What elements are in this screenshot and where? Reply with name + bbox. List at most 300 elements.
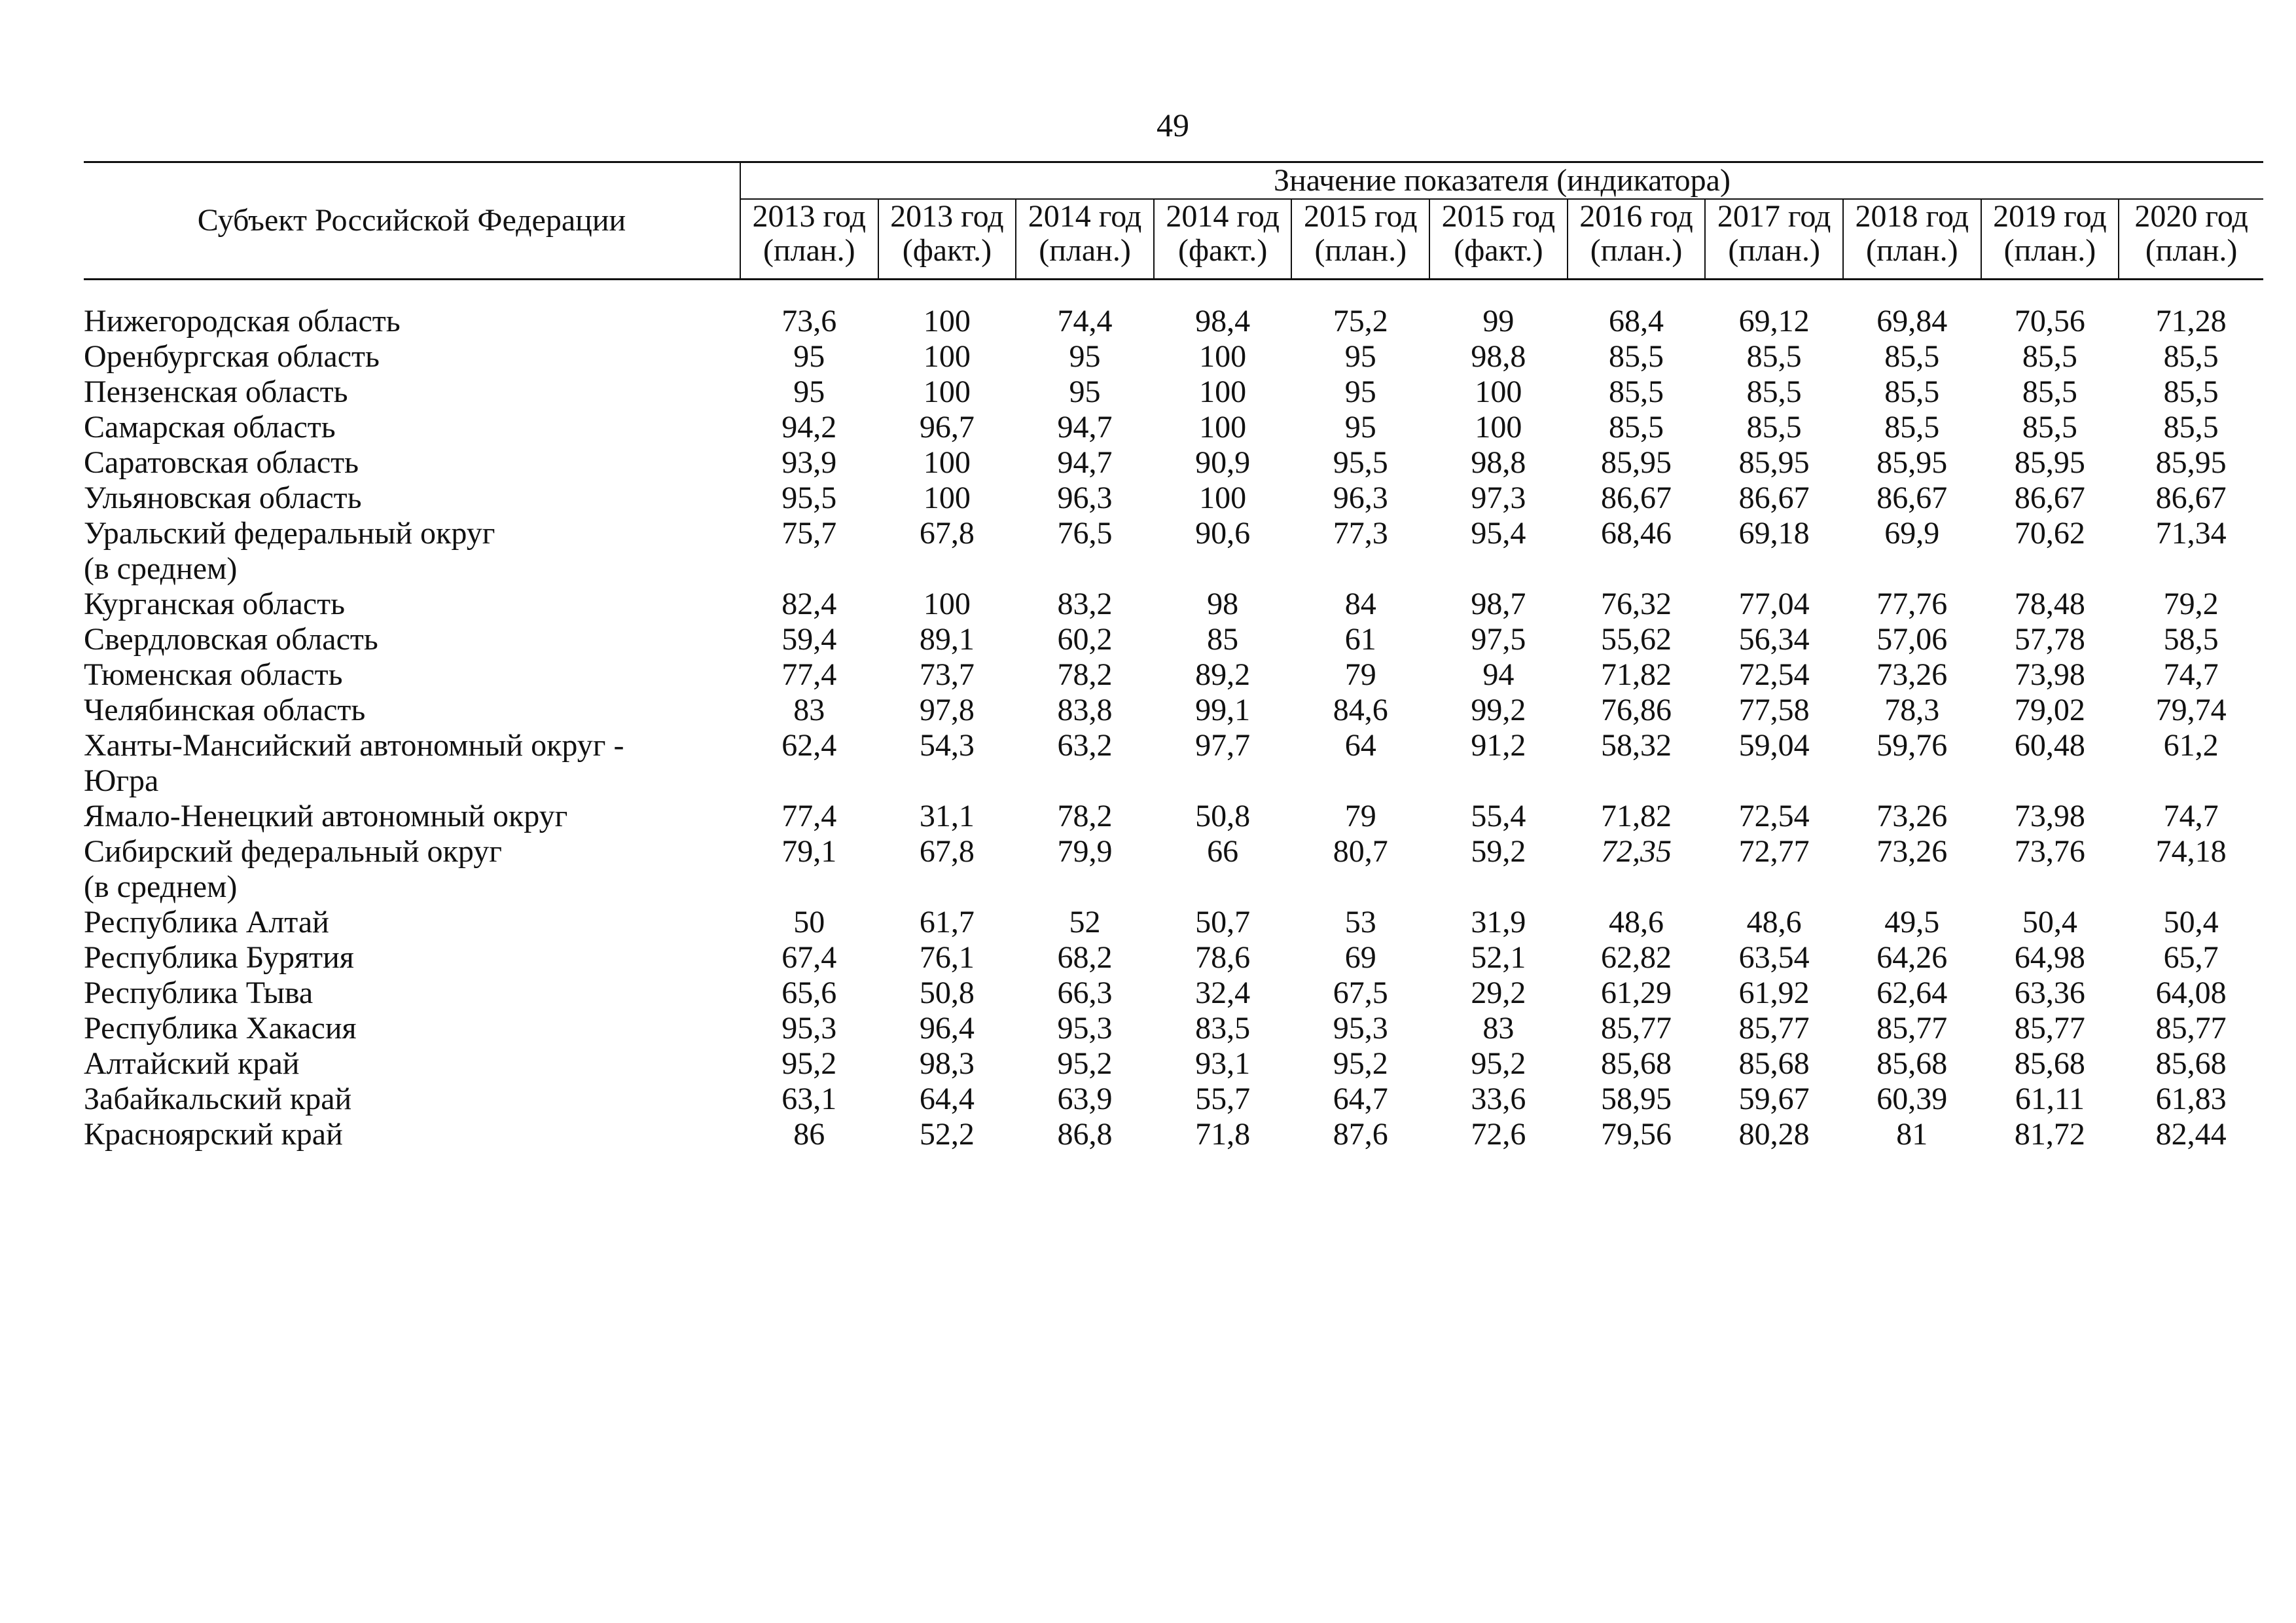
value-cell: 95,3 (781, 1011, 837, 1046)
value-cell: 100 (923, 374, 971, 409)
value-cell: 78,2 (1057, 657, 1113, 692)
page-number: 49 (1157, 107, 1189, 143)
value-cell: 61,11 (2015, 1082, 2085, 1116)
subject-name: Оренбургская область (84, 339, 380, 374)
value-cell: 85,5 (1746, 339, 1802, 374)
value-cell: 81,72 (2014, 1117, 2085, 1152)
value-cell: 85,95 (2155, 445, 2227, 480)
subject-name-cell (84, 374, 740, 410)
value-cell: 79,02 (2014, 693, 2085, 727)
value-cell: 81 (1896, 1117, 1928, 1152)
year-label: 2013 год (752, 199, 867, 234)
value-cell: 71,8 (1195, 1117, 1251, 1152)
value-cell: 96,3 (1057, 481, 1113, 515)
year-column-header (1016, 199, 1154, 280)
value-cell: 85,5 (2163, 339, 2219, 374)
subject-name-continued: (в среднем) (84, 869, 238, 904)
value-cell: 85,68 (1601, 1046, 1672, 1081)
subject-name: Ханты-Мансийский автономный округ - (84, 728, 624, 763)
value-cell: 52,1 (1471, 940, 1526, 975)
value-cell: 83 (1482, 1011, 1515, 1046)
value-cell: 64,26 (1876, 940, 1948, 975)
value-cell: 74,4 (1057, 304, 1113, 338)
value-cell: 62,64 (1876, 976, 1948, 1010)
value-cell: 85,5 (1609, 410, 1664, 445)
subject-name: Ульяновская область (84, 481, 362, 515)
value-cell: 85,5 (2022, 374, 2077, 409)
table-header (84, 162, 2263, 280)
subject-name: Курганская область (84, 587, 346, 621)
value-cell: 85,5 (2022, 339, 2077, 374)
value-cell: 58,95 (1601, 1082, 1672, 1116)
value-cell: 98 (1207, 587, 1239, 621)
value-cell: 69 (1344, 940, 1376, 975)
value-cell: 68,2 (1057, 940, 1113, 975)
year-kind-label: (план.) (1590, 233, 1683, 268)
value-cell: 94,2 (781, 410, 837, 445)
value-cell: 97,5 (1471, 622, 1526, 657)
value-cell: 71,82 (1601, 657, 1672, 692)
value-cell: 95 (1069, 374, 1101, 409)
value-cell: 83 (793, 693, 825, 727)
value-cell: 87,6 (1333, 1117, 1388, 1152)
value-cell: 95,2 (1333, 1046, 1388, 1081)
value-cell: 82,4 (781, 587, 837, 621)
year-column-header (1568, 199, 1706, 280)
value-cell: 98,8 (1471, 339, 1526, 374)
value-cell: 95 (793, 374, 825, 409)
subject-name: Тюменская область (84, 657, 343, 692)
value-cell: 64,4 (919, 1082, 975, 1116)
value-cell: 50,4 (2022, 905, 2077, 939)
table-row (84, 693, 2263, 728)
value-cell: 73,26 (1876, 834, 1948, 869)
value-cell: 59,76 (1876, 728, 1948, 763)
year-label: 2015 год (1304, 199, 1418, 234)
value-cell: 98,3 (919, 1046, 975, 1081)
value-cell: 85,5 (1609, 374, 1664, 409)
year-kind-label: (план.) (1728, 233, 1820, 268)
year-label: 2018 год (1855, 199, 1969, 234)
value-cell: 98,4 (1195, 304, 1251, 338)
value-cell: 85,77 (1876, 1011, 1948, 1046)
value-cell: 96,4 (919, 1011, 975, 1046)
value-cell: 85,5 (2022, 410, 2077, 445)
table-row (84, 374, 2263, 410)
value-cell: 95 (1344, 374, 1376, 409)
indicator-value-header: Значение показателя (индикатора) (740, 162, 2263, 200)
value-cell: 61 (1344, 622, 1376, 657)
value-cell: 79 (1344, 657, 1376, 692)
table-row (84, 657, 2263, 693)
value-cell: 75,7 (781, 516, 837, 551)
subject-name-cell (84, 976, 740, 1011)
value-cell: 95 (1344, 339, 1376, 374)
value-cell: 63,2 (1057, 728, 1113, 763)
subject-name: Челябинская область (84, 693, 366, 727)
subject-name: Сибирский федеральный округ (84, 834, 502, 869)
value-cell: 79,2 (2163, 587, 2219, 621)
value-cell: 59,4 (781, 622, 837, 657)
value-cell: 55,62 (1601, 622, 1672, 657)
value-cell: 83,5 (1195, 1011, 1251, 1046)
subject-name: Республика Хакасия (84, 1011, 357, 1046)
value-cell: 67,4 (781, 940, 837, 975)
value-cell: 90,9 (1195, 445, 1251, 480)
subject-name: Ямало-Ненецкий автономный округ (84, 799, 568, 833)
table-row (84, 516, 2263, 587)
table-row (84, 728, 2263, 799)
spacer-cell (84, 280, 2263, 304)
table-row (84, 976, 2263, 1011)
value-cell: 85,68 (1876, 1046, 1948, 1081)
value-cell: 99,1 (1195, 693, 1251, 727)
value-cell: 85,95 (1876, 445, 1948, 480)
value-cell: 70,56 (2014, 304, 2085, 338)
value-cell: 83,8 (1057, 693, 1113, 727)
value-cell: 73,7 (919, 657, 975, 692)
table-body (84, 280, 2263, 1153)
value-cell: 53 (1344, 905, 1376, 939)
value-cell: 59,67 (1738, 1082, 1810, 1116)
subject-name: Республика Алтай (84, 905, 329, 939)
value-cell: 72,54 (1738, 657, 1810, 692)
value-cell: 72,54 (1738, 799, 1810, 833)
value-cell: 76,86 (1601, 693, 1672, 727)
value-cell: 61,2 (2163, 728, 2219, 763)
value-cell: 66 (1207, 834, 1239, 869)
subject-name-cell (84, 587, 740, 622)
value-cell: 77,4 (781, 799, 837, 833)
subject-name: Красноярский край (84, 1117, 343, 1152)
header-spacer-row (84, 280, 2263, 304)
value-cell: 85,68 (2014, 1046, 2085, 1081)
value-cell: 78,6 (1195, 940, 1251, 975)
value-cell: 50 (793, 905, 825, 939)
value-cell: 100 (923, 587, 971, 621)
year-label: 2020 год (2134, 199, 2248, 234)
subject-name: Уральский федеральный округ (84, 516, 495, 551)
value-cell: 77,04 (1738, 587, 1810, 621)
year-column-header (2119, 199, 2263, 280)
value-cell: 94,7 (1057, 410, 1113, 445)
value-cell: 59,04 (1738, 728, 1810, 763)
value-cell: 71,28 (2155, 304, 2227, 338)
value-cell: 100 (1199, 374, 1247, 409)
value-cell: 79,9 (1057, 834, 1113, 869)
value-cell: 61,7 (919, 905, 975, 939)
value-cell: 95,2 (1471, 1046, 1526, 1081)
value-cell: 73,6 (781, 304, 837, 338)
subject-name-cell (84, 339, 740, 374)
value-cell: 78,3 (1884, 693, 1940, 727)
value-cell: 64 (1344, 728, 1376, 763)
value-cell: 73,98 (2014, 799, 2085, 833)
value-cell: 64,7 (1333, 1082, 1388, 1116)
value-cell: 79,56 (1601, 1117, 1672, 1152)
value-cell: 85,68 (1738, 1046, 1810, 1081)
year-kind-label: (факт.) (1454, 233, 1543, 268)
value-cell: 83,2 (1057, 587, 1113, 621)
subject-name: Свердловская область (84, 622, 378, 657)
value-cell: 76,1 (919, 940, 975, 975)
year-column-header (1429, 199, 1568, 280)
value-cell: 85,5 (1884, 374, 1940, 409)
subject-name: Самарская область (84, 410, 336, 445)
subject-name-cell (84, 1011, 740, 1046)
value-cell: 85,77 (1738, 1011, 1810, 1046)
value-cell: 97,8 (919, 693, 975, 727)
value-cell: 63,9 (1057, 1082, 1113, 1116)
value-cell: 64,08 (2155, 976, 2227, 1010)
value-cell: 85,5 (1746, 410, 1802, 445)
value-cell: 50,8 (919, 976, 975, 1010)
value-cell: 72,35 (1601, 834, 1672, 869)
year-column-header (878, 199, 1016, 280)
year-kind-label: (план.) (2003, 233, 2096, 268)
value-cell: 85,68 (2155, 1046, 2227, 1081)
value-cell: 77,76 (1876, 587, 1948, 621)
year-kind-label: (план.) (1865, 233, 1958, 268)
table-row (84, 587, 2263, 622)
value-cell: 82,44 (2155, 1117, 2227, 1152)
value-cell: 74,7 (2163, 799, 2219, 833)
value-cell: 86,67 (1601, 481, 1672, 515)
subject-name-cell (84, 657, 740, 693)
value-cell: 96,3 (1333, 481, 1388, 515)
subject-name-cell (84, 1046, 740, 1082)
value-cell: 74,7 (2163, 657, 2219, 692)
year-column-header (1154, 199, 1292, 280)
subject-name: Республика Бурятия (84, 940, 354, 975)
year-label: 2014 год (1166, 199, 1280, 234)
value-cell: 85,5 (1884, 410, 1940, 445)
value-cell: 86,67 (2155, 481, 2227, 515)
value-cell: 99,2 (1471, 693, 1526, 727)
value-cell: 86,67 (1738, 481, 1810, 515)
value-cell: 48,6 (1609, 905, 1664, 939)
value-cell: 77,58 (1738, 693, 1810, 727)
value-cell: 72,6 (1471, 1117, 1526, 1152)
value-cell: 99 (1482, 304, 1515, 338)
value-cell: 55,4 (1471, 799, 1526, 833)
value-cell: 60,39 (1876, 1082, 1948, 1116)
year-kind-label: (факт.) (1177, 233, 1268, 268)
value-cell: 89,1 (919, 622, 975, 657)
subject-name-cell (84, 445, 740, 481)
table-row (84, 940, 2263, 976)
subject-name-cell (84, 622, 740, 657)
value-cell: 85 (1207, 622, 1239, 657)
value-cell: 95,3 (1333, 1011, 1388, 1046)
value-cell: 54,3 (919, 728, 975, 763)
subject-name-cell (84, 693, 740, 728)
value-cell: 78,48 (2014, 587, 2085, 621)
year-label: 2015 год (1441, 199, 1556, 234)
value-cell: 58,32 (1601, 728, 1672, 763)
year-column-header (1705, 199, 1843, 280)
value-cell: 57,78 (2014, 622, 2085, 657)
value-cell: 94,7 (1057, 445, 1113, 480)
value-cell: 95 (1344, 410, 1376, 445)
value-cell: 86,67 (2014, 481, 2085, 515)
year-label: 2014 год (1028, 199, 1142, 234)
value-cell: 31,9 (1471, 905, 1526, 939)
value-cell: 65,7 (2163, 940, 2219, 975)
value-cell: 68,46 (1601, 516, 1672, 551)
value-cell: 85,5 (1746, 374, 1802, 409)
value-cell: 95,4 (1471, 516, 1526, 551)
value-cell: 100 (1199, 339, 1247, 374)
value-cell: 95 (793, 339, 825, 374)
value-cell: 84 (1344, 587, 1376, 621)
year-kind-label: (план.) (1039, 233, 1131, 268)
value-cell: 100 (923, 445, 971, 480)
value-cell: 85,5 (2163, 374, 2219, 409)
table-row (84, 1011, 2263, 1046)
value-cell: 85,95 (1601, 445, 1672, 480)
value-cell: 89,2 (1195, 657, 1251, 692)
value-cell: 32,4 (1195, 976, 1251, 1010)
value-cell: 76,32 (1601, 587, 1672, 621)
table-row (84, 445, 2263, 481)
value-cell: 49,5 (1884, 905, 1940, 939)
value-cell: 56,34 (1738, 622, 1810, 657)
table-row (84, 410, 2263, 445)
value-cell: 93,9 (781, 445, 837, 480)
subject-name: Республика Тыва (84, 976, 314, 1010)
value-cell: 93,1 (1195, 1046, 1251, 1081)
year-label: 2016 год (1579, 199, 1693, 234)
value-cell: 85,5 (1884, 339, 1940, 374)
value-cell: 29,2 (1471, 976, 1526, 1010)
value-cell: 60,48 (2014, 728, 2085, 763)
value-cell: 85,5 (2163, 410, 2219, 445)
value-cell: 86 (793, 1117, 825, 1152)
value-cell: 66,3 (1057, 976, 1113, 1010)
table-row (84, 799, 2263, 834)
value-cell: 67,5 (1333, 976, 1388, 1010)
value-cell: 100 (923, 339, 971, 374)
year-kind-label: (план.) (762, 233, 855, 268)
year-column-header (1981, 199, 2119, 280)
value-cell: 80,28 (1738, 1117, 1810, 1152)
value-cell: 50,7 (1195, 905, 1251, 939)
subject-name-cell (84, 410, 740, 445)
table-row (84, 1082, 2263, 1117)
subject-name-cell (84, 940, 740, 976)
subject-name-cell (84, 799, 740, 834)
value-cell: 48,6 (1746, 905, 1802, 939)
subject-name-cell (84, 834, 740, 905)
value-cell: 63,36 (2014, 976, 2085, 1010)
subject-name-cell (84, 481, 740, 516)
value-cell: 85,95 (2014, 445, 2085, 480)
value-cell: 69,9 (1884, 516, 1940, 551)
subject-name: Саратовская область (84, 445, 359, 480)
year-kind-label: (план.) (2145, 233, 2238, 268)
value-cell: 95,5 (1333, 445, 1388, 480)
year-label: 2017 год (1717, 199, 1831, 234)
value-cell: 79,1 (781, 834, 837, 869)
value-cell: 86,67 (1876, 481, 1948, 515)
table-row (84, 1046, 2263, 1082)
value-cell: 70,62 (2014, 516, 2085, 551)
table-row (84, 905, 2263, 940)
value-cell: 50,4 (2163, 905, 2219, 939)
value-cell: 85,77 (2014, 1011, 2085, 1046)
value-cell: 65,6 (781, 976, 837, 1010)
value-cell: 80,7 (1333, 834, 1388, 869)
value-cell: 73,26 (1876, 657, 1948, 692)
table-row (84, 1117, 2263, 1152)
value-cell: 69,12 (1738, 304, 1810, 338)
value-cell: 31,1 (919, 799, 975, 833)
value-cell: 96,7 (919, 410, 975, 445)
value-cell: 86,8 (1057, 1117, 1113, 1152)
year-column-header (1843, 199, 1981, 280)
value-cell: 100 (923, 481, 971, 515)
value-cell: 79 (1344, 799, 1376, 833)
value-cell: 98,7 (1471, 587, 1526, 621)
year-column-header (1291, 199, 1429, 280)
value-cell: 77,3 (1333, 516, 1388, 551)
value-cell: 100 (923, 304, 971, 338)
value-cell: 62,4 (781, 728, 837, 763)
table-row (84, 304, 2263, 339)
value-cell: 64,98 (2014, 940, 2085, 975)
value-cell: 73,98 (2014, 657, 2085, 692)
value-cell: 63,1 (781, 1082, 837, 1116)
value-cell: 84,6 (1333, 693, 1388, 727)
year-kind-label: (план.) (1314, 233, 1407, 268)
subject-name-continued: (в среднем) (84, 551, 238, 586)
value-cell: 94 (1482, 657, 1515, 692)
value-cell: 69,84 (1876, 304, 1948, 338)
subject-name: Забайкальский край (84, 1082, 352, 1116)
value-cell: 95 (1069, 339, 1101, 374)
value-cell: 67,8 (919, 834, 975, 869)
value-cell: 85,5 (1609, 339, 1664, 374)
table-row (84, 834, 2263, 905)
value-cell: 52 (1069, 905, 1101, 939)
table-row (84, 339, 2263, 374)
value-cell: 100 (1199, 481, 1247, 515)
value-cell: 78,2 (1057, 799, 1113, 833)
value-cell: 95,2 (781, 1046, 837, 1081)
subject-name-cell (84, 516, 740, 587)
value-cell: 98,8 (1471, 445, 1526, 480)
subject-name-cell (84, 728, 740, 799)
value-cell: 100 (1475, 410, 1522, 445)
value-cell: 79,74 (2155, 693, 2227, 727)
value-cell: 61,29 (1601, 976, 1672, 1010)
value-cell: 67,8 (919, 516, 975, 551)
year-label: 2013 год (890, 199, 1004, 234)
subject-name-cell (84, 304, 740, 339)
year-label: 2019 год (1993, 199, 2107, 234)
value-cell: 71,34 (2155, 516, 2227, 551)
value-cell: 62,82 (1601, 940, 1672, 975)
indicator-table (84, 161, 2263, 1152)
value-cell: 50,8 (1195, 799, 1251, 833)
value-cell: 33,6 (1471, 1082, 1526, 1116)
value-cell: 57,06 (1876, 622, 1948, 657)
subject-name: Алтайский край (84, 1046, 300, 1081)
subject-name-cell (84, 1082, 740, 1117)
subject-name: Пензенская область (84, 374, 348, 409)
year-kind-label: (факт.) (902, 233, 992, 268)
